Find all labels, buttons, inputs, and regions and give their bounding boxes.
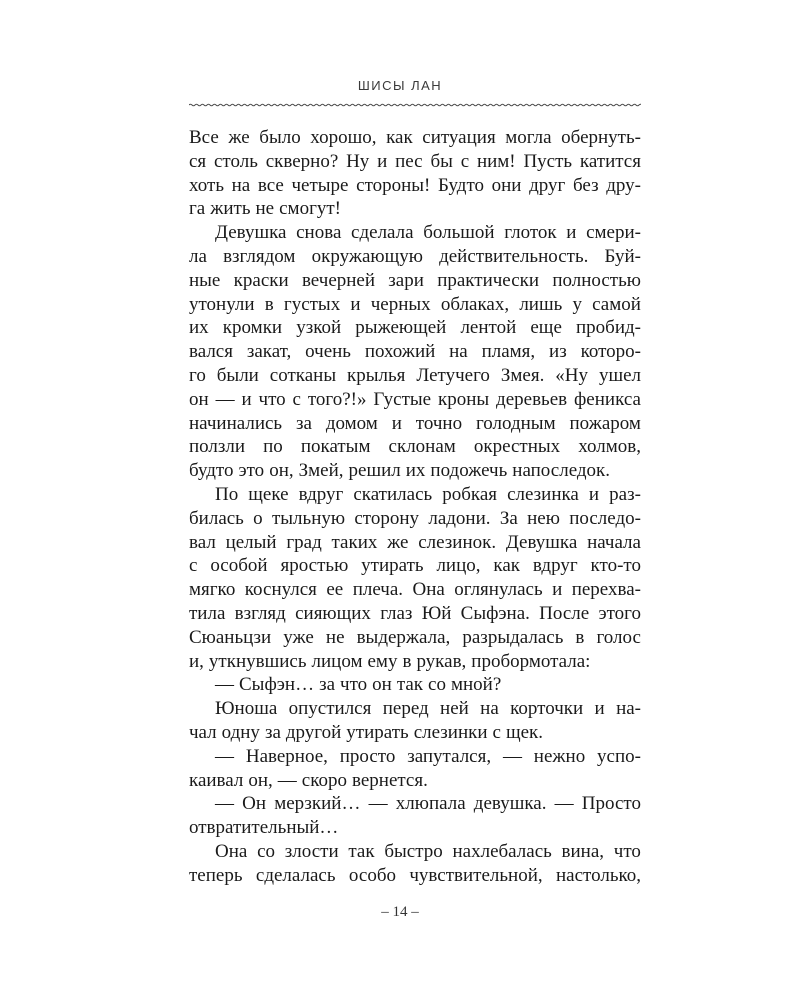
text-line: их кромки узкой рыжеющей лентой еще пробид-	[189, 317, 641, 339]
text-line: — Наверное, просто запутался, — нежно успо-	[215, 745, 641, 767]
text-line: отвратительный…	[189, 817, 339, 839]
text-line: вался закат, очень похожий на пламя, из которо-	[189, 341, 641, 363]
text-line: начинались за домом и точно голодным пожаром	[189, 412, 641, 434]
page-number: – 14 –	[381, 904, 419, 920]
text-line: тила взгляд сияющих глаз Юй Сыфэна. После этого	[189, 602, 641, 624]
text-line: вал целый град таких же слезинок. Девушка начала	[189, 531, 641, 553]
text-line: Девушка снова сделала большой глоток и смери-	[215, 222, 641, 244]
text-line: ся столь скверно? Ну и пес бы с ним! Пусть катится	[189, 150, 641, 172]
text-line: мягко коснулся ее плеча. Она оглянулась и перехва-	[189, 579, 641, 601]
text-line: — Он мерзкий… — хлюпала девушка. — Просто	[215, 793, 641, 815]
text-line: билась о тыльную сторону ладони. За нею последо-	[189, 507, 641, 529]
text-line: га жить не смогут!	[189, 198, 341, 220]
text-line: хоть на все четыре стороны! Будто они друг без дру-	[189, 174, 641, 196]
text-line: ла взглядом окружающую действительность. Буй-	[189, 245, 641, 267]
text-line: По щеке вдруг скатилась робкая слезинка и раз-	[215, 483, 641, 505]
text-line: Она со злости так быстро нахлебалась вина, что	[215, 840, 641, 862]
text-line: Сюаньцзи уже не выдержала, разрыдалась в голос	[189, 626, 641, 648]
text-line: каивал он, — скоро вернется.	[189, 769, 428, 791]
text-line: с особой яростью утирать лицо, как вдруг кто-то	[189, 555, 641, 577]
text-line: будто это он, Змей, решил их подожечь напоследок.	[189, 460, 611, 482]
body-text	[189, 126, 641, 888]
text-line: утонули в густых и черных облаках, лишь у самой	[189, 293, 641, 315]
text-line: Все же было хорошо, как ситуация могла обернуть-	[189, 127, 641, 148]
text-line: Юноша опустился перед ней на корточки и на-	[215, 698, 641, 720]
text-line: чал одну за другой утирать слезинки с щек.	[189, 721, 543, 743]
text-line: го были сотканы крылья Летучего Змея. «Ну ушел	[189, 364, 641, 386]
text-line: и, уткнувшись лицом ему в рукав, пробормотала:	[189, 650, 591, 672]
wavy-divider	[189, 100, 641, 110]
text-line: ные краски вечерней зари практически полностью	[189, 269, 641, 291]
text-line: ползли по покатым склонам окрестных холмов,	[189, 436, 641, 458]
text-line: теперь сделалась особо чувствительной, настолько,	[189, 864, 641, 886]
text-line: — Сыфэн… за что он так со мной?	[215, 674, 502, 696]
text-line: он — и что с того?!» Густые кроны деревьев феникса	[189, 388, 641, 410]
running-head: ШИСЫ ЛАН	[357, 78, 443, 93]
